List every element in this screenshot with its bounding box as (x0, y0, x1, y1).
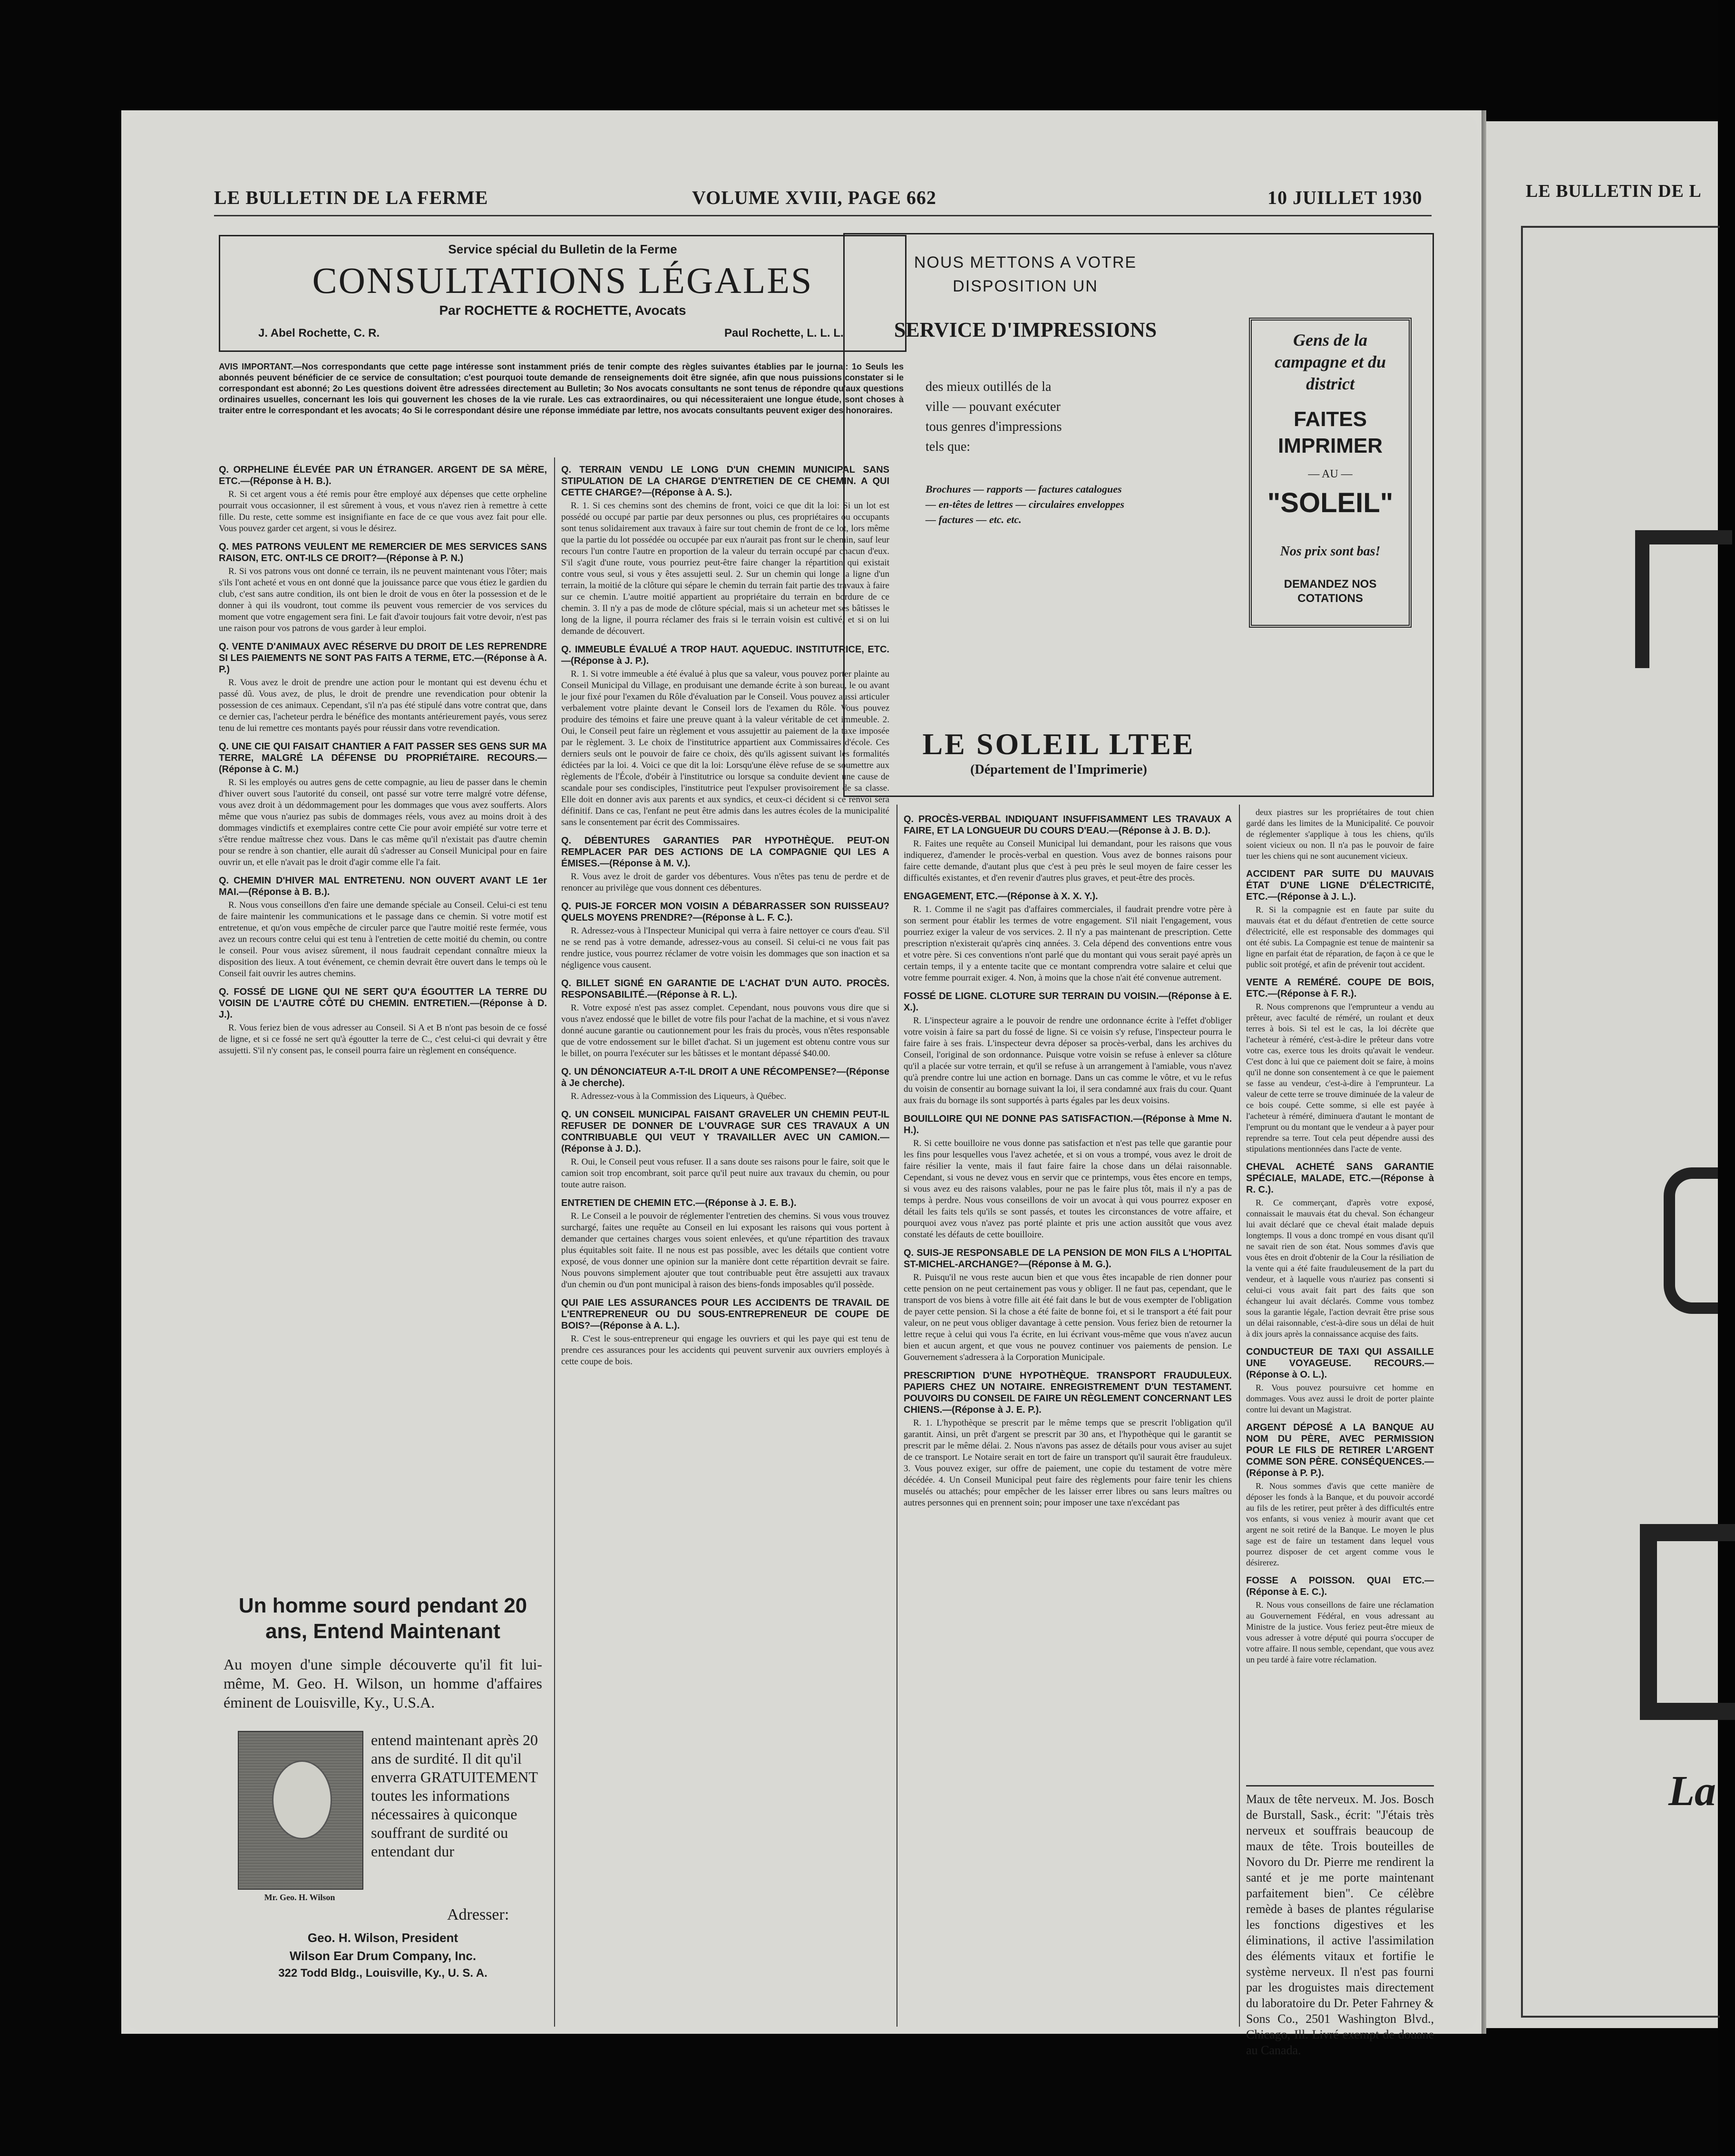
question-heading: Q. ORPHELINE ÉLEVÉE PAR UN ÉTRANGER. ARGENT DE SA MÈRE, ETC.—(Réponse à H. B.). (219, 465, 547, 486)
soleil-body1: des mieux outillés de la (926, 379, 1052, 394)
answer-text: R. Ce commerçant, d'après votre exposé, connaissait le mauvais état du cheval. Son échangeur lui avait déclaré que ce cheval était malade depuis longtemps. Il vous a donc trompé en vous disant qu'il ne savait rien de son état. Nous sommes d'avis que vous êtes en droit d'obtenir de la Cour la résiliation de la vente qui a été faite frauduleusement de la part du vendeur, et à laquelle vous n'auriez pas consenti si celui-ci vous avait fait part des faits que son échangeur lui avait déclarés. Comme vous tombez sous la garantie légale, l'action devrait être prise sous un délai raisonnable, c'est-à-dire sous un délai de huit à dix jours après la connaissance acquise des faits. (1246, 1198, 1434, 1339)
running-header-center: VOLUME XVIII, PAGE 662 (692, 187, 936, 208)
question-heading: Q. DÉBENTURES GARANTIES PAR HYPOTHÈQUE. PEUT-ON REMPLACER PAR DES ACTIONS DE LA COMPAGNIE QUI LES A ÉMISES.—(Réponse à M. V.). (561, 835, 889, 869)
answer-text: R. C'est le sous-entrepreneur qui engage les ouvriers et qui les paye qui est tenu de prendre ces assurances pour les accidents qui peuvent survenir aux ouvriers employés à cette coupe de bois. (561, 1334, 889, 1367)
next-page-header: LE BULLETIN DE L (1526, 181, 1702, 201)
wilson-addr3: 322 Todd Bldg., Louisville, Ky., U. S. A. (278, 1967, 487, 1980)
question-heading: ENTRETIEN DE CHEMIN ETC.—(Réponse à J. E. B.). (561, 1198, 797, 1208)
soleil-body2: ville — pouvant exécuter (926, 399, 1061, 414)
wilson-address-label: Adresser: (447, 1906, 509, 1923)
answer-text: R. Si cet argent vous a été remis pour être employé aux dépenses que cette orpheline pourrait vous occasionner, il est sûrement à vous, et vous n'avez rien à remettre à cette fille. Du reste, cette somme est insignifiante en face de ce que vous avez fait pour elle. Vous pouvez garder cet argent, si vous le désirez. (219, 489, 547, 534)
answer-text: R. Adressez-vous à la Commission des Liqueurs, à Québec. (571, 1091, 787, 1101)
question-heading: CHEVAL ACHETÉ SANS GARANTIE SPÉCIALE, MALADE, ETC.—(Réponse à R. C.). (1246, 1162, 1434, 1195)
question-heading: Q. FOSSÉ DE LIGNE QUI NE SERT QU'A ÉGOUTTER LA TERRE DU VOISIN DE L'AUTRE CÔTÉ DU CHEMIN. ENTRETIEN.—(Réponse à D. J.). (219, 987, 547, 1020)
question-heading: PRESCRIPTION D'UNE HYPOTHÈQUE. TRANSPORT FRAUDULEUX. PAPIERS CHEZ UN NOTAIRE. ENREGISTREMENT D'UN TESTAMENT. POUVOIRS DU CONSEIL DE FAIRE UN RÈGLEMENT CONCERNANT LES CHIENS.—(Réponse à J. E. P.). (904, 1370, 1232, 1415)
running-header-right: 10 JUILLET 1930 (1267, 187, 1423, 208)
soleil-side3: — AU — (1308, 468, 1353, 480)
answer-text: R. Oui, le Conseil peut vous refuser. Il a sans doute ses raisons pour le faire, soit que le camion soit trop encombrant, soit parce qu'il peut nuire aux travaux du chemin, ou pour toute autre raison. (561, 1157, 889, 1190)
soleil-line2: DISPOSITION UN (953, 277, 1098, 295)
answer-text: R. 1. Si ces chemins sont des chemins de front, voici ce que dit la loi: Si un lot est possédé ou occupé par partie par deux personnes ou plus, ces propriétaires ou occupants sont tenus solidairement aux travaux à faire sur tout chemin de front de ce lot, lors même que la partie du lot possédée ou occupée par eux n'aurait pas front sur le chemin, sauf leur recours l'un contre l'autre en proportion de la valeur du terrain occupé par chacun d'eux. S'il s'agit d'une route, vous pourriez peut-être faire changer la répartition qui existait contre vous seul, si vous y êtes assujetti seul. 2. Sur un chemin qui longe la ligne d'un terrain, la moitié de la clôture qui sépare le chemin du terrain fait partie des travaux à faire sur ce chemin. L'autre moitié appartient au propriétaire du terrain en bordure de ce chemin. 3. Il n'y a pas de mode de clôture spécial, mais si un acheteur met ses bâtisses le long de la ligne, il pourra réclamer des frais si le terrain voisin est cultivé, et si on lui demande de découvert. (561, 501, 889, 636)
question-heading: Q. MES PATRONS VEULENT ME REMERCIER DE MES SERVICES SANS RAISON, ETC. ONT-ILS CE DROIT?—(Réponse à P. N.) (219, 542, 547, 563)
next-page-fragment: La (1668, 1768, 1716, 1815)
question-heading: ACCIDENT PAR SUITE DU MAUVAIS ÉTAT D'UNE LIGNE D'ÉLECTRICITÉ, ETC.—(Réponse à J. L.). (1246, 869, 1434, 902)
next-page-ad-frame (1521, 226, 1720, 2018)
next-page-graphic (1664, 1167, 1718, 1314)
column-2 (561, 457, 889, 2027)
answer-text: R. Nous comprenons que l'emprunteur a vendu au prêteur, avec faculté de réméré, un roulant et deux terres à bois. Si tel est le cas, la loi décrète que l'acheteur à réméré, c'est-à-dire le prêteur dans votre votre cas, exerce tous les droits qu'avait le vendeur. C'est donc à lui que ce paiement doit se faire, à moins qu'il ne donne son consentement à ce que le paiement se fasse au vendeur, c'est-à-dire à l'emprunteur. La valeur de cette terre se trouve diminuée de la valeur de ce bois coupé. Cette somme, si elle est payée à l'acheteur à réméré, diminuera d'autant le montant de l'emprunt ou du montant que le vendeur a à payer pour reprendre sa terre. Tout cela peut dépendre aussi des stipulations mentionnées dans l'acte de vente. (1246, 1002, 1434, 1154)
column-4 (1246, 807, 1434, 1782)
column-3 (904, 807, 1232, 2027)
question-heading: CONDUCTEUR DE TAXI QUI ASSAILLE UNE VOYAGEUSE. RECOURS.—(Réponse à O. L.). (1246, 1347, 1434, 1380)
column-1 (219, 457, 547, 1575)
wilson-addr1: Geo. H. Wilson, President (307, 1931, 458, 1945)
answer-text: R. Adressez-vous à l'Inspecteur Municipal qui verra à faire nettoyer ce cours d'eau. S'il ne se rend pas à votre demande, adressez-vous au conseil. Si celui-ci ne vous fait pas rendre justice, vous pourrez réclamer de votre voisin les dommages que son inaction et sa négligence vous causent. (561, 926, 889, 970)
soleil-line1: NOUS METTONS A VOTRE (914, 253, 1137, 272)
question-heading: FOSSE A POISSON. QUAI ETC.—(Réponse à E. C.). (1246, 1575, 1434, 1597)
answer-text: R. Le Conseil a le pouvoir de réglementer l'entretien des chemins. Si vous vous trouvez surchargé, faites une requête au Conseil en lui exposant les raisons qui vous portent à demander que certaines charges vous soient enlevées, et qu'une répartition des travaux plus équitables soit faite. Il ne nous est pas possible, avec les détails que contient votre exposé, de vous donner une opinion sur la manière dont cette répartition devrait se faire. Nous pouvons simplement ajouter que tout contribuable peut être assujetti aux travaux d'un chemin ou d'un pont municipal à raison des biens-fonds imposables qu'il possède. (561, 1211, 889, 1290)
question-heading: Q. CHEMIN D'HIVER MAL ENTRETENU. NON OUVERT AVANT LE 1er MAI.—(Réponse à B. B.). (219, 875, 547, 897)
novoro-testimonial: Maux de tête nerveux. M. Jos. Bosch de Burstall, Sask., écrit: "J'étais très nerveux et souffrais beaucoup de maux de tête. Trois bouteilles de Novoro du Dr. Pierre me rendirent la santé et je me porte maintenant parfaitement bien". Ce célèbre remède à bases de plantes régularise les fonctions digestives et les éliminations, il active l'assimilation des éléments vitaux et fortifie le système nerveux. Il n'est pas fourni par les droguistes mais directement du laboratoire du Dr. Peter Fahrney & Sons Co., 2501 Washington Blvd., Chicago, Ill. Livré exempt de douane au Canada. (1246, 1792, 1434, 2057)
next-page-bracket-bottom (1640, 1524, 1735, 1720)
answer-text: R. Votre exposé n'est pas assez complet. Cependant, nous pouvons vous dire que si vous n'avez endossé que le billet de votre fils pour l'achat de la machine, et si vous n'avez donné aucune garantie ou cautionnement pour les frais du procès, vous n'êtes responsable que de votre endossement sur le billet d'achat. Si un jugement est obtenu contre vous sur le billet, on pourra l'exécuter sur les bâtisses et le montant dépassé $40.00. (561, 1003, 889, 1059)
answer-text: R. 1. Comme il ne s'agit pas d'affaires commerciales, il faudrait prendre votre père à son serment pour établir les termes de votre engagement. S'il niait l'engagement, vous pourriez exiger la valeur de vos services. 2. Il n'y a pas maintenant de prescription. Cette prescription n'existerait qu'après cinq années. 3. Cela dépend des conventions entre vous et votre père. Si ces conventions n'ont parlé que du montant qui vous serait payé après un certain temps, il y a entente tacite que ce montant comprendra votre salaire et celui que votre femme pourrait exiger. 4. Non, à moins que la chose n'ait été convenue autrement. (904, 904, 1232, 983)
answer-text: R. Nous vous conseillons de faire une réclamation au Gouvernement Fédéral, en vous adressant au Ministre de la justice. Vous feriez peut-être mieux de vous adresser à votre député qui pourra s'occuper de votre affaire. Il nous semble, cependant, que vous avez un peu tardé à faire votre réclamation. (1246, 1600, 1434, 1664)
answer-text: deux piastres sur les propriétaires de tout chien gardé dans les limites de la Municipalité. Ce pouvoir de réglementer s'applique à tous les chiens, qu'ils soient vicieux ou non. Il n'a pas le pouvoir de faire tuer les chiens qui ne sont aucunement vicieux. (1246, 807, 1434, 861)
question-heading: QUI PAIE LES ASSURANCES POUR LES ACCIDENTS DE TRAVAIL DE L'ENTREPRENEUR OU DU SOUS-ENTREPRENEUR DE COUPE DE BOIS?—(Réponse à A. L.). (561, 1298, 889, 1331)
next-page-bracket-top (1635, 530, 1732, 668)
soleil-ad (843, 233, 1434, 797)
wilson-headline: Un homme sourd pendant 20 ans, Entend Maintenant (238, 1594, 527, 1643)
wilson-portrait (238, 1731, 363, 1890)
soleil-side1: Gens de la campagne et du district (1275, 330, 1386, 393)
question-heading: ENGAGEMENT, ETC.—(Réponse à X. X. Y.). (904, 891, 1098, 902)
lawyer-right: Paul Rochette, L. L. L. (724, 327, 844, 340)
testimonial-rule (1246, 1785, 1434, 1787)
running-header-left: LE BULLETIN DE LA FERME (214, 187, 488, 208)
question-heading: Q. IMMEUBLE ÉVALUÉ A TROP HAUT. AQUEDUC. INSTITUTRICE, ETC.—(Réponse à J. P.). (561, 644, 889, 666)
answer-text: R. Vous avez le droit de prendre une action pour le montant qui est devenu échu et passé dû. Vous avez, de plus, le droit de prendre une revendication pour obtenir la possession de ces animaux. Cependant, s'il n'a pas été stipulé dans votre contrat que, dans ce dernier cas, l'acheteur perdra le bénéfice des montants antérieurement payés, vous serez tenu de lui remettre ces montants payés pour réussir dans votre revendication. (219, 678, 547, 733)
answer-text: R. Si cette bouilloire ne vous donne pas satisfaction et n'est pas telle que garantie pour les fins pour lesquelles vous l'avez achetée, et si on vous a trompé, vous avez le droit de faire résilier la vente, mais il faut faire faire la chose dans un délai raisonnable. Cependant, si vous ne devez vous en servir que ce printemps, vous êtes encore en temps, si vous avez eu des raisons valables, pour ne pas le faire plus tôt, mais il n'y a pas de temps à perdre. Nous vous conseillons de voir un avocat à qui vous pourrez exposer en détail les faits tels qu'ils se sont passés, et toutes les circonstances de votre affaire, et pourquoi avez vous n'avez pas porté plainte et pris une action aussitôt que vous avez constaté les défauts de cette bouilloire. (904, 1138, 1232, 1240)
answer-text: R. Faites une requête au Conseil Municipal lui demandant, pour les raisons que vous indiquerez, d'amender le procès-verbal en question. Vous avez de bonnes raisons pour faire cette demande, d'autant plus que c'est à peu près le seul moyen de faire cesser les difficultés existantes, et d'en revenir d'autres plus graves, et peut-être des procès. (904, 839, 1232, 883)
soleil-body4: tels que: (926, 439, 971, 454)
question-heading: Q. UNE CIE QUI FAISAIT CHANTIER A FAIT PASSER SES GENS SUR MA TERRE, MALGRÉ LA DÉFENSE DU PROPRIÉTAIRE. RECOURS.—(Réponse à C. M.) (219, 741, 547, 775)
portrait-face (272, 1760, 332, 1839)
soleil-body3: tous genres d'impressions (926, 419, 1062, 434)
lawyer-left: J. Abel Rochette, C. R. (258, 327, 380, 340)
soleil-list: Brochures — rapports — factures catalogues — en-têtes de lettres — circulaires enveloppes — factures — etc. etc. (926, 483, 1124, 525)
soleil-side4: "SOLEIL" (1267, 487, 1394, 518)
answer-text: R. Si les employés ou autres gens de cette compagnie, au lieu de passer dans le chemin d'hiver ouvert sous l'autorité du conseil, ont passé sur votre terre malgré votre défense, vous avez droit à un dédommagement pour les dommages que vous avez soufferts. Alors même que vous n'auriez pas subis de dommages réels, vous avez au moins droit à des dommages vindictifs et exemplaires contre cette Cie pour avoir empiété sur votre terre et s'être rendue maîtresse chez vous. Dans le cas même qu'il n'existait pas d'autre chemin pour se rendre à son chantier, elle aurait dû s'adresser au Conseil Municipal pour en faire ouvrir un, et elle n'avait pas le droit d'agir comme elle l'a fait. (219, 777, 547, 867)
newspaper-page (121, 110, 1482, 2057)
question-heading: Q. UN CONSEIL MUNICIPAL FAISANT GRAVELER UN CHEMIN PEUT-IL REFUSER DE DONNER DE L'OUVRAGE SUR CES TRAVAUX A UN CONTRIBUABLE QUI VEUT Y TRAVAILLER AVEC UN CAMION.—(Réponse à J. D.). (561, 1109, 889, 1154)
answer-text: R. Puisqu'il ne vous reste aucun bien et que vous êtes incapable de rien donner pour cette pension on ne peut certainement pas vous y obliger. Il ne faut pas, cependant, que le transport de vos biens à votre fille ait été fait dans le but de vous exempter de l'obligation de payer cette pension. Si la chose a été faite de bonne foi, et si le transport a été fait pour valeur, on ne peut vous obliger davantage à cette pension. Vous feriez bien de retourner la lettre reçue à celui qui vous l'a écrite, en lui écrivant vous-même que vous n'avez aucun bien et aucun argent, et que vous ne pouvez continuer vos paiements de pension. Le Gouvernement s'adressera à la Corporation Municipale. (904, 1272, 1232, 1362)
answer-text: R. Vous avez le droit de garder vos débentures. Vous n'êtes pas tenu de perdre et de renoncer au privilège que vous donnent ces débentures. (561, 872, 889, 893)
wilson-caption: Mr. Geo. H. Wilson (264, 1893, 335, 1902)
question-heading: ARGENT DÉPOSÉ A LA BANQUE AU NOM DU PÈRE, AVEC PERMISSION POUR LE FILS DE RETIRER L'ARGENT COMME SON PÈRE. CONSÉQUENCES.—(Réponse à P. P.). (1246, 1422, 1434, 1478)
wilson-addr2: Wilson Ear Drum Company, Inc. (289, 1949, 477, 1963)
soleil-name: LE SOLEIL LTEE (922, 727, 1195, 761)
question-heading: Q. SUIS-JE RESPONSABLE DE LA PENSION DE MON FILS A L'HOPITAL ST-MICHEL-ARCHANGE?—(Réponse à M. G.). (904, 1248, 1232, 1270)
question-heading: FOSSÉ DE LIGNE. CLOTURE SUR TERRAIN DU VOISIN.—(Réponse à E. X.). (904, 991, 1232, 1013)
answer-text: R. Vous pouvez poursuivre cet homme en dommages. Vous avez aussi le droit de porter plainte contre lui devant un Magistrat. (1246, 1383, 1434, 1414)
question-heading: Q. PROCÈS-VERBAL INDIQUANT INSUFFISAMMENT LES TRAVAUX A FAIRE, ET LA LONGUEUR DU COURS D'EAU.—(Réponse à J. B. D.). (904, 814, 1232, 836)
column-rule (554, 457, 555, 2027)
question-heading: BOUILLOIRE QUI NE DONNE PAS SATISFACTION.—(Réponse à Mme N. H.). (904, 1114, 1232, 1136)
question-heading: Q. BILLET SIGNÉ EN GARANTIE DE L'ACHAT D'UN AUTO. PROCÈS. RESPONSABILITÉ.—(Réponse à R. L.). (561, 978, 889, 1000)
soleil-side2: FAITES IMPRIMER (1278, 408, 1383, 457)
answer-text: R. Vous feriez bien de vous adresser au Conseil. Si A et B n'ont pas besoin de ce fossé de ligne, et si ce fossé ne sert qu'à égoutter la terre de C., c'est celui-ci qui devrait y être assujetti. S'il n'y consent pas, le conseil pourra faire un règlement en conséquence. (219, 1023, 547, 1056)
soleil-service: SERVICE D'IMPRESSIONS (894, 318, 1157, 341)
answer-text: R. Nous sommes d'avis que cette manière de déposer les fonds à la Banque, et du pouvoir accordé au fils de les retirer, peut prêter à des difficultés entre vos enfants, si vous veniez à mourir avant que cet argent ne soit retiré de la Banque. Le moyen le plus sage est de faire un testament dans lequel vous pourrez disposer de cet argent comme vous le désirerez. (1246, 1481, 1434, 1567)
answer-text: R. 1. L'hypothèque se prescrit par le même temps que se prescrit l'obligation qu'il garantit. Ainsi, un prêt d'argent se prescrit par 30 ans, et l'hypothèque qui le garantit se prescrit par le même délai. 2. Nous n'avons pas assez de détails pour vous aviser au sujet de ce transport. Le Notaire serait en tort de faire un transport qu'il saurait être frauduleux. 3. Vous pouvez exiger, sur offre de paiement, une copie du testament de votre mère décédée. 4. Un Conseil Municipal peut faire des règlements pour faire tenir les chiens muselés ou attachés; pour empêcher de les laisser errer libres ou sans leurs maîtres ou autres personnes qui en prennent soin; pour imposer une taxe n'excédant pas (904, 1418, 1232, 1508)
question-heading: VENTE A REMÉRÉ. COUPE DE BOIS, ETC.—(Réponse à F. R.). (1246, 977, 1434, 999)
question-heading: Q. TERRAIN VENDU LE LONG D'UN CHEMIN MUNICIPAL SANS STIPULATION DE LA CHARGE D'ENTRETIEN DE CE CHEMIN. A QUI CETTE CHARGE?—(Réponse à A. S.). (561, 465, 889, 498)
important-notice: AVIS IMPORTANT.—Nos correspondants que cette page intéresse sont instamment priés de tenir compte des règles suivantes établies par le journal: 1o Seuls les abonnés peuvent bénéficier de ce service de consultation; c'est pourquoi toute demande de renseignements doit être signée, afin que nous puissions constater si le correspondant est abonné; 2o Les questions doivent être adressées directement au Bulletin; 3o Nos avocats consultants ne sont tenus de répondre qu'aux questions ordinaires usuelles, concernant les lois qui gouvernent les choses de la vie rurale. Les cas extraordinaires, ou qui nécessiteraient une longue étude, sont choses à traiter entre le correspondant et les avocats; 4o Si le correspondant désire une réponse immédiate par lettre, nos avocats consultants peuvent exiger des honoraires. (219, 362, 904, 415)
answer-text: R. Si la compagnie est en faute par suite du mauvais état et du défaut d'entretien de cette source d'électricité, elle est responsable des dommages qui ont été subis. La Compagnie est tenue de maintenir sa ligne en parfait état de réparation, de façon à ce que le public soit protégé, et afin de prévenir tout accident. (1246, 905, 1434, 969)
column-rule (1239, 805, 1240, 2027)
soleil-side6: DEMANDEZ NOS COTATIONS (1284, 578, 1377, 605)
wilson-body-side: entend maintenant après 20 ans de surdité. Il dit qu'il enverra GRATUITEMENT toutes les informations nécessaires à quiconque souffrant de surdité ou entendant dur (371, 1731, 538, 1860)
soleil-dept: (Département de l'Imprimerie) (970, 762, 1147, 777)
banner-kicker: Service spécial du Bulletin de la Ferme (448, 242, 677, 256)
soleil-side5: Nos prix sont bas! (1280, 544, 1381, 559)
soleil-side-box (1249, 318, 1412, 628)
question-heading: Q. PUIS-JE FORCER MON VOISIN A DÉBARRASSER SON RUISSEAU? QUELS MOYENS PRENDRE?—(Réponse à L. F. C.). (561, 901, 889, 923)
answer-text: R. 1. Si votre immeuble a été évalué à plus que sa valeur, vous pouvez porter plainte au Conseil Municipal du Village, en produisant une demande écrite à son bureau, le ou avant le jour fixé pour l'examen du Rôle d'évaluation par le Conseil. Vous pouvez aussi articuler verbalement votre plainte devant le Conseil lors de l'examen du Rôle. Vous pouvez produire des témoins et faire une preuve quant à la valeur véritable de cet immeuble. 2. Oui, le Conseil peut faire un règlement et vous assujettir au paiement de la taxe imposée par le règlement. 3. Le choix de l'institutrice appartient aux Commissaires d'école. Ces derniers seuls ont le pouvoir de faire ce choix, dès qu'ils agissent suivant les formalités édictées par la loi. 4. Voici ce que dit la loi: Lorsqu'une élève refuse de se soumettre aux règlements de l'École, d'obéir à l'institutrice ou lorsque sa conduite devient une cause de scandale pour ses condisciples, l'institutrice peut l'expulser provisoirement de sa classe. Elle doit en donner avis aux parents et aux syndics, et ceux-ci décident si ce renvoi sera définitif. Dans ce cas, l'enfant ne peut être admis dans les autres écoles de la municipalité sans le consentement par écrit des Commissaires. (561, 669, 889, 827)
next-page (1483, 121, 1718, 2028)
banner-title: CONSULTATIONS LÉGALES (312, 260, 813, 301)
answer-text: R. Si vos patrons vous ont donné ce terrain, ils ne peuvent maintenant vous l'ôter; mais s'ils l'ont acheté et vous en ont donné que la jouissance parce que vous étiez le gardien du club, c'est sans autre condition, ils ont bien le droit de vous en ôter la possession et de le donner à qui ils voudront, tout comme ils peuvent vous remercier de vos services du moment que votre engagement sera fini. Le fait d'avoir toujours fait votre devoir, n'est pas une raison pour vos patrons de vous garder à leur emploi. (219, 566, 547, 633)
question-heading: Q. UN DÉNONCIATEUR A-T-IL DROIT A UNE RÉCOMPENSE?—(Réponse à Je cherche). (561, 1067, 889, 1088)
wilson-body-top: Au moyen d'une simple découverte qu'il fit lui-même, M. Geo. H. Wilson, un homme d'affaires éminent de Louisville, Ky., U.S.A. (224, 1656, 542, 1711)
answer-text: R. Nous vous conseillons d'en faire une demande spéciale au Conseil. Celui-ci est tenu de faire maintenir les communications et le passage dans ce chemin. Si votre motif est entretenue, et qu'on vous empêche de circuler parce que l'autre moitié reste fermée, vous avez un recours contre celui qui est tenu à l'entretien de cette moitié du chemin, ou contre le conseil. Pour vous avisez sûrement, il nous faudrait cependant connaître mieux la disposition des lieux. A tout événement, ce chemin devrait être ouvert dans le temps où le Conseil fait ouvrir les autres chemins. (219, 900, 547, 979)
banner-byline: Par ROCHETTE & ROCHETTE, Avocats (439, 303, 686, 318)
wilson-ad (219, 1593, 547, 2030)
answer-text: R. L'inspecteur agraire a le pouvoir de rendre une ordonnance écrite à l'effet d'obliger votre voisin à faire sa part du fossé de ligne. Si ce voisin s'y refuse, l'inspecteur pourra le faire faire à ses frais. L'inspecteur devra déposer sa procès-verbal, dans les archives du Conseil, l'original de son ordonnance. Puisque votre voisin se refuse à enlever sa clôture qu'il a placée sur votre terrain, et qu'il se refuse à un arrangement à l'amiable, vous n'avez qu'à prendre contre lui une action en bornage. Dans un cas comme le vôtre, et vu le refus du voisin de consentir au bornage suivant la loi, il sera condamné aux frais du cour. Quant aux frais du bornage ils sont supportés à parts égales par les deux voisins. (904, 1016, 1232, 1106)
soleil-body (926, 377, 1062, 457)
header-rule (214, 215, 1432, 216)
consultations-banner (219, 235, 906, 352)
question-heading: Q. VENTE D'ANIMAUX AVEC RÉSERVE DU DROIT DE LES REPRENDRE SI LES PAIEMENTS NE SONT PAS FAITS A TERME, ETC.—(Réponse à A. P.) (219, 641, 547, 675)
